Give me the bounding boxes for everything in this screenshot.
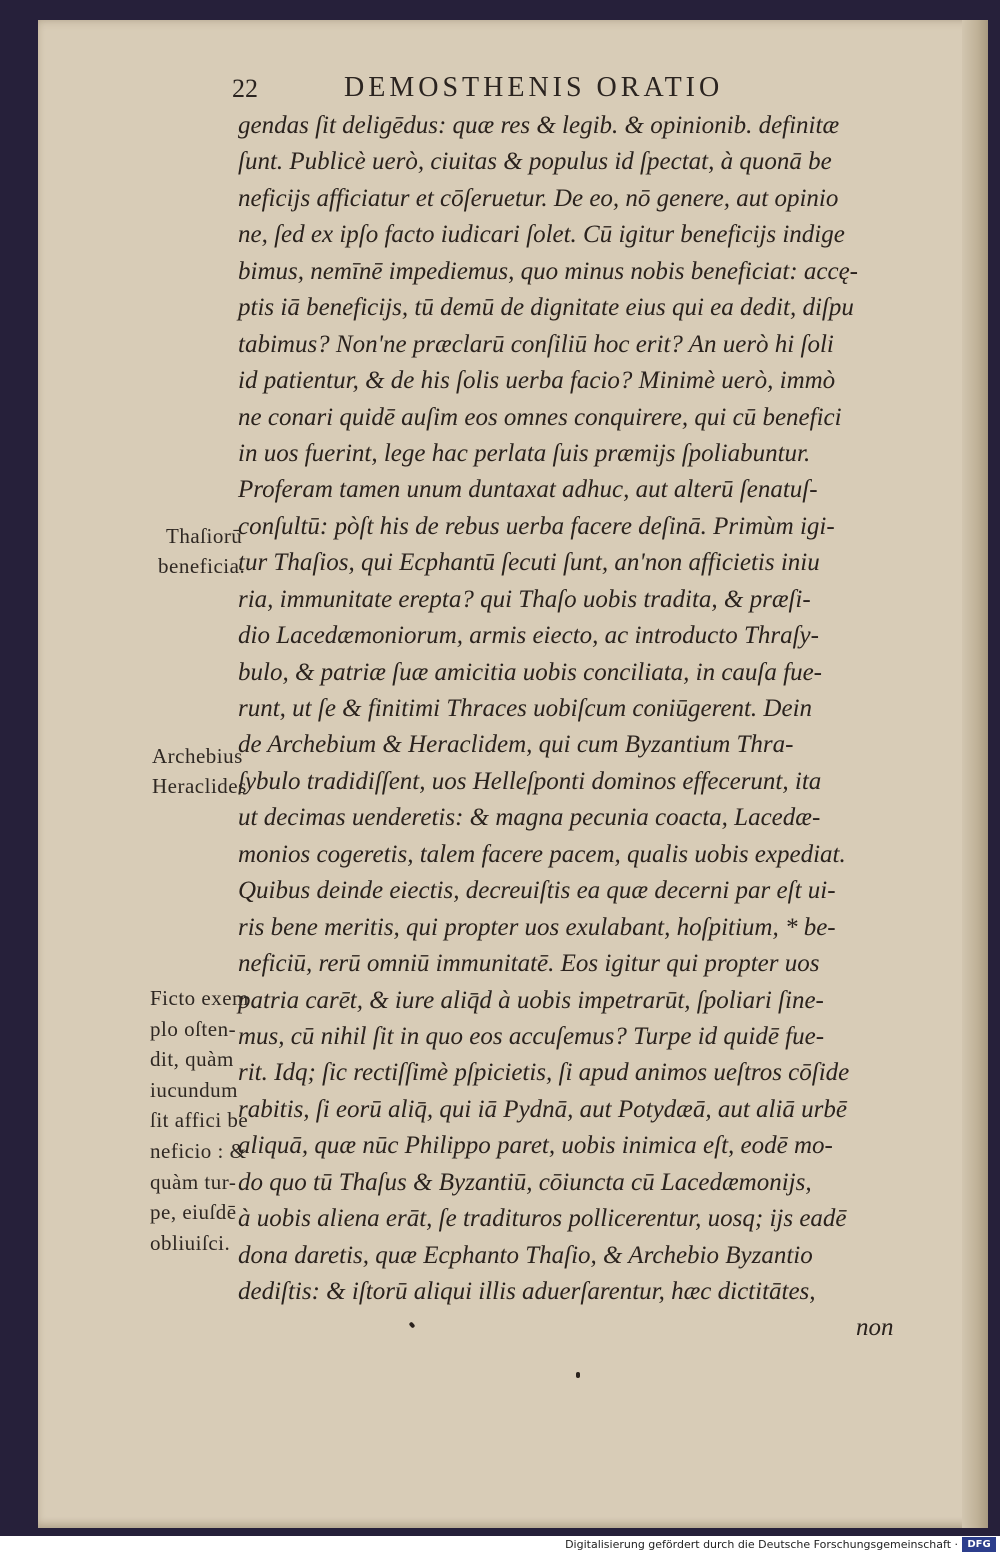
funding-credit: Digitalisierung gefördert durch die Deutsche Forschungsgemeinschaft ·: [565, 1538, 958, 1551]
text-line: monios cogeretis, talem facere pacem, qualis uobis expediat.: [238, 840, 846, 868]
ink-speck: [576, 1372, 580, 1378]
dfg-logo-icon: DFG: [962, 1537, 996, 1552]
margin-note-line: pe, eiuſdē: [150, 1200, 237, 1225]
text-line: ut decimas uenderetis: & magna pecunia coacta, Lacedæ-: [238, 804, 821, 832]
text-line: tur Thaſios, qui Ecphantū ſecuti ſunt, an'non afficietis iniu: [238, 549, 820, 577]
margin-note-thasiorum: [110, 521, 246, 581]
margin-note-line: beneficia.: [158, 554, 246, 578]
text-line: ria, immunitate erepta? qui Thaſo uobis tradita, & præſi-: [238, 585, 811, 613]
text-line: dio Lacedæmoniorum, armis eiecto, ac introducto Thraſy-: [238, 622, 819, 650]
text-line: in uos fuerint, lege hac perlata ſuis præmijs ſpoliabuntur.: [238, 439, 811, 467]
text-line: neficiū, rerū omniū immunitatē. Eos igitur qui propter uos: [238, 950, 820, 978]
text-line: mus, cū nihil ſit in quo eos accuſemus? Turpe id quidē fue-: [238, 1022, 825, 1050]
text-line: ptis iā beneficijs, tū demū de dignitate eius qui ea dedit, diſpu: [238, 294, 854, 322]
text-line: dona daretis, quæ Ecphanto Thaſio, & Archebio Byzantio: [238, 1241, 813, 1269]
margin-note-archebius: [110, 741, 247, 801]
text-line: Quibus deinde eiectis, decreuiſtis ea quæ decerni par eſt ui-: [238, 877, 836, 905]
margin-note-line: ſit affici be: [150, 1108, 249, 1133]
margin-note-line: plo oſten-: [150, 1016, 237, 1041]
margin-note-line: Ficto exem: [150, 986, 249, 1010]
text-line: bulo, & patriæ ſuæ amicitia uobis conciliata, in cauſa fue-: [238, 658, 822, 686]
catchword: non: [856, 1314, 894, 1341]
page-edge: [962, 20, 988, 1528]
text-line: aliquā, quæ nūc Philippo paret, uobis inimica eſt, eodē mo-: [238, 1132, 833, 1160]
text-line: gendas ſit deligēdus: quæ res & legib. & opinionib. definitæ: [238, 112, 840, 139]
page-number: 22: [232, 74, 258, 103]
text-line: dediſtis: & iſtorū aliqui illis aduerſarentur, hæc dictitātes,: [238, 1278, 816, 1305]
margin-note-line: iucundum: [150, 1077, 238, 1102]
text-line: de Archebium & Heraclidem, qui cum Byzantium Thra-: [238, 731, 794, 759]
margin-note-line: Heraclides: [152, 774, 247, 798]
margin-note-line: quàm tur-: [150, 1169, 237, 1194]
text-line: neficijs afficiatur et cōſeruetur. De eo, nō genere, aut opinio: [238, 184, 839, 212]
text-line: patria carēt, & iure aliq̄d à uobis impetrarūt, ſpoliari ſine-: [238, 986, 824, 1014]
margin-note-line: Thaſiorū: [166, 524, 243, 548]
margin-note-line: obliuiſci.: [150, 1230, 231, 1255]
text-line: ne, ſed ex ipſo facto iudicari ſolet. Cū igitur beneficijs indige: [238, 221, 845, 249]
running-title: DEMOSTHENIS ORATIO: [344, 72, 724, 103]
text-line: conſultū: pòſt his de rebus uerba facere deſinā. Primùm igi-: [238, 512, 835, 540]
text-line: ris bene meritis, qui propter uos exulabant, hoſpitium, * be-: [238, 913, 836, 941]
text-line: tabimus? Non'ne præclarū conſiliū hoc erit? An uerò hi ſoli: [238, 330, 834, 358]
text-line: ne conari quidē auſim eos omnes conquirere, qui cū benefici: [238, 403, 842, 431]
footer-bar: [0, 1536, 1000, 1554]
text-line: runt, ut ſe & finitimi Thraces uobiſcum coniūgerent. Dein: [238, 695, 813, 722]
text-line: Proferam tamen unum duntaxat adhuc, aut alterū ſenatuſ-: [238, 476, 818, 504]
margin-note-line: neficio : &: [150, 1138, 247, 1163]
text-line: bimus, nemīnē impediemus, quo minus nobis beneficiat: accę-: [238, 257, 859, 285]
text-line: à uobis aliena erāt, ſe tradituros pollicerentur, uosq; ijs eadē: [238, 1205, 847, 1233]
text-line: ſunt. Publicè uerò, ciuitas & populus id ſpectat, à quonā be: [238, 148, 832, 176]
margin-note-line: Archebius: [152, 744, 243, 768]
text-line: rit. Idq; ſic rectiſſimè pſpicietis, ſi apud animos ueſtros cōſide: [238, 1059, 850, 1087]
text-line: id patientur, & de his ſolis uerba facio? Minimè uerò, immò: [238, 367, 836, 395]
text-line: do quo tū Thaſus & Byzantiū, cōiuncta cū Lacedæmonijs,: [238, 1168, 812, 1196]
text-line: ſybulo tradidiſſent, uos Helleſponti dominos effecerunt, ita: [238, 767, 822, 795]
margin-note-ficto-exemplo: [110, 983, 249, 1258]
body-text: [238, 108, 908, 1310]
text-line: rabitis, ſi eorū aliq̄, qui iā Pydnā, aut Potydæā, aut aliā urbē: [238, 1095, 848, 1123]
margin-note-line: dit, quàm: [150, 1047, 234, 1072]
